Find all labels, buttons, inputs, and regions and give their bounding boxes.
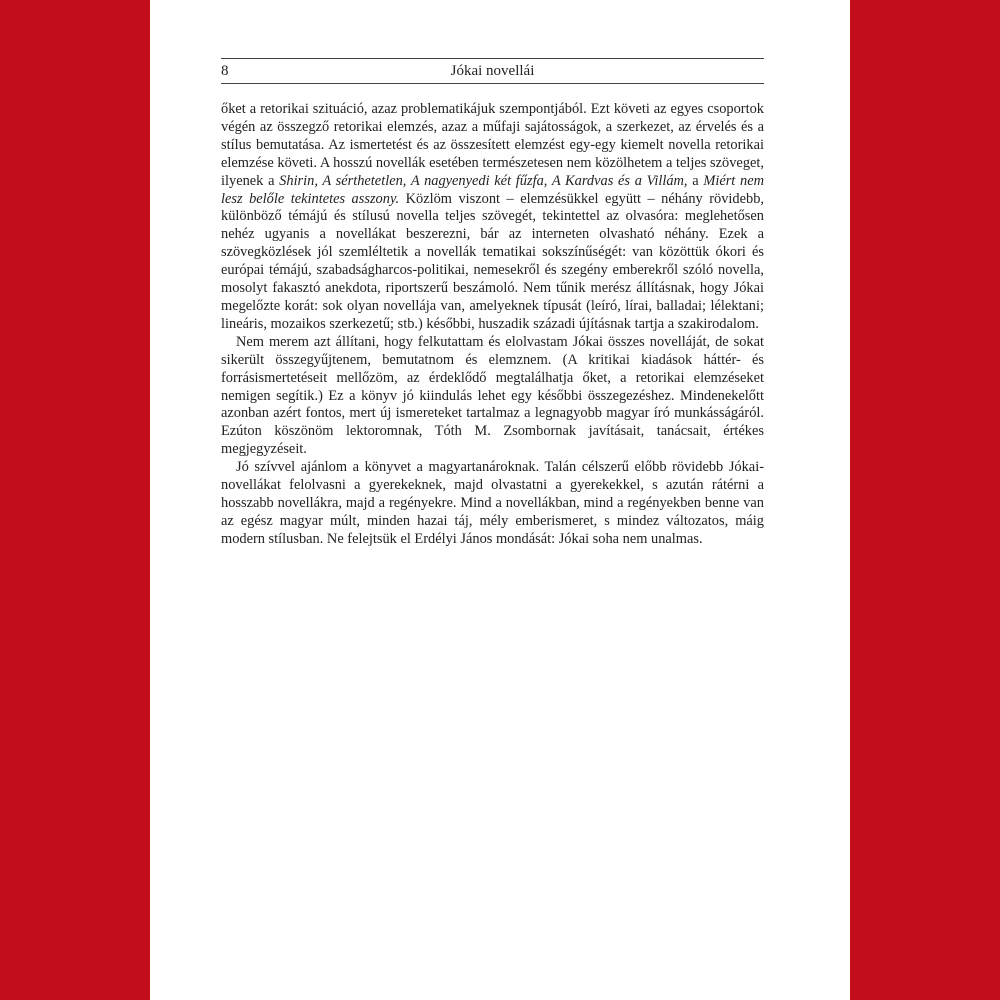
italic-title-run: Miért nem lesz belőle tekintetes asszony. [221, 172, 764, 207]
text-run: a [687, 172, 704, 189]
paragraph-3 [221, 459, 764, 549]
right-red-band [850, 0, 1000, 1000]
text-run: őket a retorikai szituáció, azaz problematikájuk szempontjából. Ezt követi az egyes csoportok végén az összegző retorikai elemzés, azaz a műfaji sajátosságok, a szerkezet, az érvelés és a stílus bemutatása. Az ismertetést és az összesített elemzést egy-egy kiemelt novella retorikai elemzése követi. A hosszú novellák esetében természetesen nem közölhetem a teljes szöveget, ilyenek a [221, 101, 764, 189]
text-run: Nem merem azt állítani, hogy felkutattam és elolvastam Jókai összes novelláját, de sokat sikerült összegyűjtenem, bemutatnom és elemznem. (A kritikai kiadások háttér- és forrásismertetéseit mellőzöm, az érdeklődő megtalálhatja őket, a retorikai elemzéseket nemigen segítik.) Ez a könyv jó kiindulás lehet egy későbbi összegezéshez. Mindenekelőtt azonban azért fontos, mert új ismereteket tartalmaz a legnagyobb magyar író munkásságáról. Ezúton köszönöm lektoromnak, Tóth M. Zsombornak javításait, tanácsait, értékes megjegyzéseit. [221, 333, 764, 458]
body-text [221, 101, 764, 549]
paragraph-2 [221, 334, 764, 459]
running-head [221, 58, 764, 84]
page-number: 8 [221, 63, 229, 79]
text-run: Jó szívvel ajánlom a könyvet a magyartanároknak. Talán célszerű előbb rövidebb Jókai-novellákat felolvasni a gyerekeknek, majd olvastatni a gyerekekkel, s azután rátérni a hosszabb novellákra, majd a regényekre. Mind a novellákban, mind a regényekben benne van az egész magyar múlt, minden hazai táj, mély emberismeret, s mindez változatos, máig modern stílusban. Ne felejtsük el Erdélyi János mondását: Jókai soha nem unalmas. [221, 459, 764, 547]
page [150, 0, 850, 1000]
paragraph-1 [221, 101, 764, 334]
text-run: Közlöm viszont – elemzésükkel együtt – néhány rövidebb, különböző témájú és stílusú novella teljes szövegét, tekintettel az olvasóra: meglehetősen nehéz ugyanis a novellákat beszerezni, bár az interneten olvasható néhány. Ezek a szövegközlések jól szemléltetik a novellák tematikai sokszínűségét: van közöttük ókori és európai témájú, szabadságharcos-politikai, nemesekről és szegény emberekről szóló novella, mosolyt fakasztó anekdota, riportszerű beszámoló. Nem tűnik merész állításnak, hogy Jókai megelőzte korát: sok olyan novellája van, amelyeknek típusát (leíró, lírai, balladai; lélektani; lineáris, mozaikos szerkezetű; stb.) későbbi, huszadik századi újításnak tartja a szakirodalom. [221, 190, 764, 332]
running-title: Jókai novellái [450, 63, 535, 79]
italic-titles-run: Shirin, A sérthetetlen, A nagyenyedi két fűzfa, A Kardvas és a Villám, [279, 172, 688, 189]
left-red-band [0, 0, 150, 1000]
